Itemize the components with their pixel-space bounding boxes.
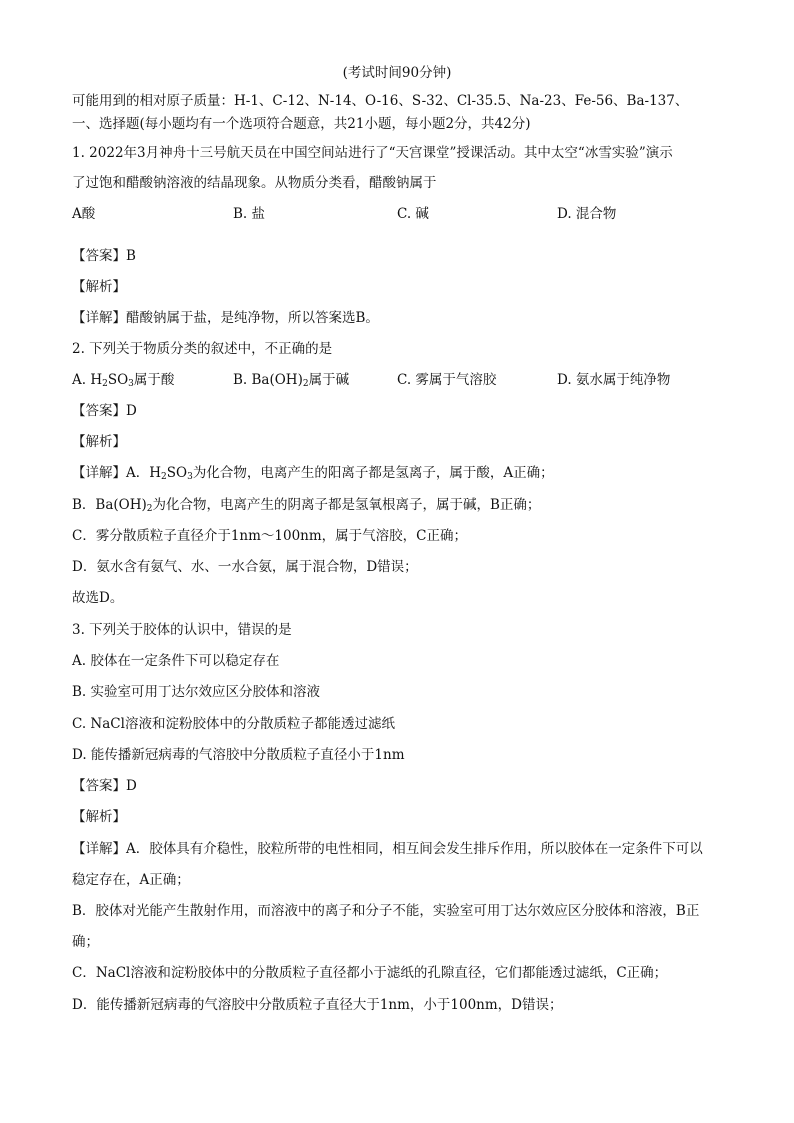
q2-conclusion: 故选D。 <box>72 590 124 606</box>
exam-time: (考试时间90分钟) <box>342 65 452 81</box>
q2-stem: 2. 下列关于物质分类的叙述中，不正确的是 <box>72 341 333 357</box>
q3-detail-d: D．能传播新冠病毒的气溶胶中分散质粒子直径大于1nm，小于100nm，D错误； <box>72 997 563 1013</box>
q2-detail-b: B．$Ba(OH)_2$为化合物，电离产生的阴离子都是氢氧根离子，属于碱，B正确； <box>72 497 541 514</box>
q1-option-b: B. 盐 <box>233 206 266 222</box>
q3-detail-b-line2: 确； <box>72 934 99 950</box>
q2-analysis-label: 【解析】 <box>72 434 126 450</box>
q3-detail-c: C．NaCl溶液和淀粉胶体中的分散质粒子直径都小于滤纸的孔隙直径，它们都能透过滤纸，C正确； <box>72 965 668 981</box>
q1-stem-line2: 了过饱和醋酸钠溶液的结晶现象。从物质分类看，醋酸钠属于 <box>72 175 437 191</box>
q1-option-a: A酸 <box>72 206 96 222</box>
q3-answer: 【答案】D <box>72 778 137 794</box>
q1-detail: 【详解】醋酸钠属于盐，是纯净物，所以答案选B。 <box>72 310 379 326</box>
q2-option-d: D. 氨水属于纯净物 <box>557 372 671 388</box>
section-title: 一、选择题(每小题均有一个选项符合题意，共21小题，每小题2分，共42分) <box>72 116 531 132</box>
q3-option-b: B. 实验室可用丁达尔效应区分胶体和溶液 <box>72 684 321 700</box>
atomic-mass-line: 可能用到的相对原子质量：H-1、C-12、N-14、O-16、S-32、Cl-35.5、Na-23、Fe-56、Ba-137、 <box>72 93 689 109</box>
q3-option-d: D. 能传播新冠病毒的气溶胶中分散质粒子直径小于1nm <box>72 747 405 763</box>
q3-option-c: C. NaCl溶液和淀粉胶体中的分散质粒子都能透过滤纸 <box>72 716 395 732</box>
q2-detail-a: 【详解】A．$H_2SO_3$为化合物，电离产生的阳离子都是氢离子，属于酸，A正确； <box>72 465 554 482</box>
q2-answer: 【答案】D <box>72 403 137 419</box>
q1-option-d: D. 混合物 <box>557 206 617 222</box>
q3-analysis-label: 【解析】 <box>72 809 126 825</box>
q2-option-a: A. $H_2SO_3$属于酸 <box>72 372 175 389</box>
q2-option-c: C. 雾属于气溶胶 <box>397 372 497 388</box>
q3-detail-a-line2: 稳定存在，A正确； <box>72 872 190 888</box>
q2-detail-d: D．氨水含有氨气、水、一水合氨，属于混合物，D错误； <box>72 559 418 575</box>
q1-stem-line1: 1. 2022年3月神舟十三号航天员在中国空间站进行了“天宫课堂”授课活动。其中太空“冰雪实验”演示 <box>72 145 673 161</box>
q3-detail-b-line1: B．胶体对光能产生散射作用，而溶液中的离子和分子不能，实验室可用丁达尔效应区分胶体和溶液，B正 <box>72 903 700 919</box>
q1-option-c: C. 碱 <box>397 206 429 222</box>
q2-option-b: B. $Ba(OH)_2$属于碱 <box>233 372 350 389</box>
q2-detail-c: C．雾分散质粒子直径介于1nm～100nm，属于气溶胶，C正确； <box>72 528 468 544</box>
q3-option-a: A. 胶体在一定条件下可以稳定存在 <box>72 653 280 669</box>
q3-stem: 3. 下列关于胶体的认识中，错误的是 <box>72 622 292 638</box>
q1-answer: 【答案】B <box>72 248 136 264</box>
q1-analysis-label: 【解析】 <box>72 279 126 295</box>
q3-detail-a-line1: 【详解】A．胶体具有介稳性，胶粒所带的电性相同，相互间会发生排斥作用，所以胶体在一定条件下可以 <box>72 841 703 857</box>
